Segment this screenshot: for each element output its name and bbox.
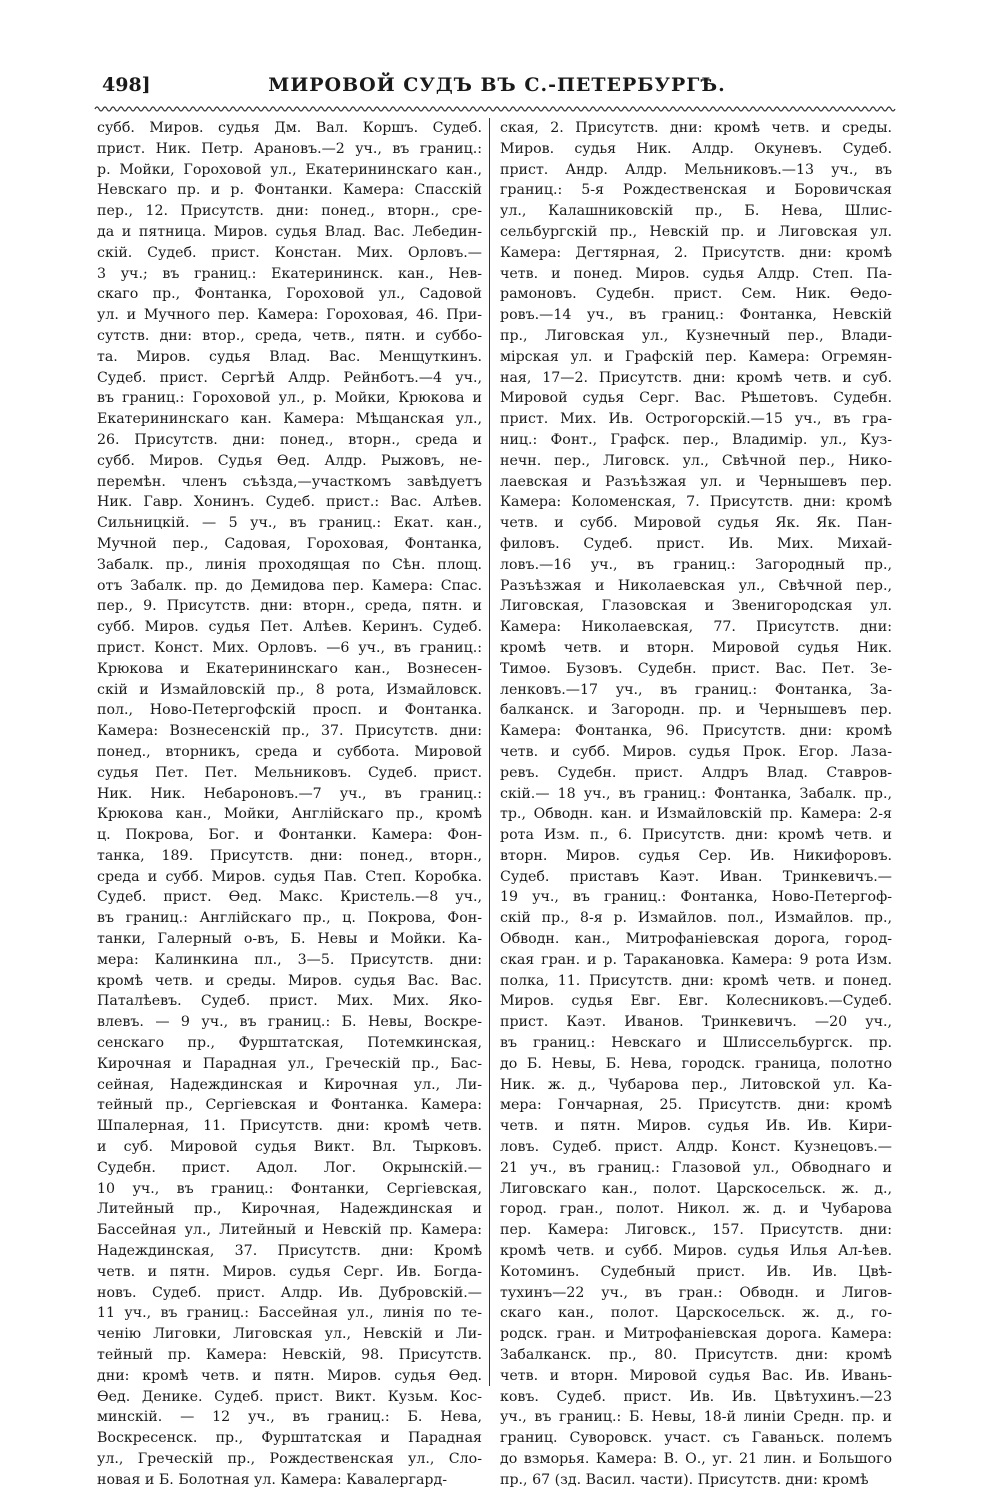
text-line: Паталѣевъ. Судеб. прист. Мих. Мих. Яко- <box>97 993 482 1010</box>
text-line: та. Миров. судья Влад. Вас. Менщуткинъ. <box>97 348 482 365</box>
text-line: тухинъ—22 уч., въ гран.: Обводн. и Лигов- <box>500 1284 892 1301</box>
text-line: ул. и Мучного пер. Камера: Гороховая, 46. При- <box>97 307 482 324</box>
text-line: Судебн. прист. Адол. Лог. Окрынскій.— <box>97 1159 482 1176</box>
text-line: Судеб. прист. Сергѣй Алдр. Рейнботъ.—4 уч., <box>97 369 482 386</box>
text-line: скаго пр., Фонтанка, Гороховой ул., Садовой <box>97 286 482 303</box>
text-line: 19 уч., въ границ.: Фонтанка, Ново-Петергоф- <box>500 889 892 906</box>
text-line: сутств. дни: втор., среда, четв., пятн. и суббо- <box>97 327 482 344</box>
text-line: минскій. — 12 уч., въ границ.: Б. Нева, <box>97 1409 482 1426</box>
text-line: скій пр., 8-я р. Измайлов. пол., Измайлов. пр., <box>500 910 892 927</box>
text-line: ровъ.—14 уч., въ границ.: Фонтанка, Невскій <box>500 307 892 324</box>
text-line: Воскресенск. пр., Фурштатская и Парадная <box>97 1430 482 1447</box>
text-line: р. Мойки, Гороховой ул., Екатерининскаго кан., <box>97 161 482 178</box>
text-line: новая и Б. Болотная ул. Камера: Кавалергард- <box>97 1471 448 1488</box>
text-line: въ границ.: Англійскаго пр., ц. Покрова, Фон- <box>97 910 482 927</box>
text-line: четв. и вторн. Мировой судья Вас. Ив. Ивань- <box>500 1367 892 1384</box>
text-line: Крюкова и Екатерининскаго кан., Вознесен- <box>97 660 482 677</box>
text-line: судья Пет. Пет. Мельниковъ. Судеб. прист. <box>97 764 482 781</box>
text-line: рамоновъ. Судебн. прист. Сем. Ник. Ѳедо- <box>500 286 892 303</box>
text-line: Судеб. прист. Ѳед. Макс. Кристель.—8 уч., <box>97 889 482 906</box>
text-line: четв. и пятн. Миров. судья Ив. Ив. Кири- <box>500 1118 892 1135</box>
text-line: Лиговскаго кан., полот. Царскосельск. ж. д., <box>500 1180 892 1197</box>
text-line: 11 уч., въ границ.: Бассейная ул., линія по те- <box>97 1305 482 1322</box>
text-line: ченію Лиговки, Лиговская ул., Невскій и Ли- <box>97 1326 482 1343</box>
text-line: мірская ул. и Графскій пер. Камера: Огремян- <box>500 348 892 365</box>
text-line: ул., Греческій пр., Рождественская ул., Сло- <box>97 1451 482 1467</box>
text-line: уч., въ границ.: Б. Невы, 18-й линіи Средн. пр. и <box>500 1409 892 1426</box>
text-line: Забалканск. пр., 80. Присутств. дни: кромѣ <box>500 1347 892 1364</box>
text-line: Камера: Дегтярная, 2. Присутств. дни: кромѣ <box>500 244 892 261</box>
text-line: субб. Миров. судья Пет. Алѣев. Керинъ. Судеб. <box>97 619 482 636</box>
text-line: прист. Андр. Алдр. Мельниковъ.—13 уч., въ <box>500 161 892 178</box>
text-line: сенскаго пр., Фурштатская, Потемкинская, <box>97 1035 482 1052</box>
text-line: Кирочная и Парадная ул., Греческій пр., Бас- <box>97 1055 482 1072</box>
text-line: мера: Гончарная, 25. Присутств. дни: кромѣ <box>500 1097 892 1114</box>
text-line: тейный пр. Камера: Невскій, 98. Присутств. <box>97 1347 482 1364</box>
text-line: Надеждинская, 37. Присутств. дни: Кромѣ <box>97 1243 482 1260</box>
text-line: отъ Забалк. пр. до Демидова пер. Камера: Спас. <box>97 577 482 594</box>
text-line: рота Изм. п., 6. Присутств. дни: кромѣ четв. и <box>500 827 892 844</box>
text-line: прист. Каэт. Иванов. Тринкевичъ. —20 уч., <box>500 1014 892 1031</box>
text-line: Екатерининскаго кан. Камера: Мѣщанская ул., <box>97 411 482 428</box>
text-line: да и пятница. Миров. судья Влад. Вас. Лебедин- <box>97 223 482 240</box>
text-line: прист. Конст. Мих. Орловъ. —6 уч., въ границ.: <box>97 639 482 656</box>
text-line: Ник. Ник. Небароновъ.—7 уч., въ границ.: <box>97 785 482 802</box>
text-line: прист. Ник. Петр. Арановъ.—2 уч., въ границ.: <box>97 140 482 157</box>
text-line: пол., Ново-Петергофскій просп. и Фонтанка. <box>97 702 482 719</box>
text-line: тр., Обводн. кан. и Измайловскій пр. Камера: 2-я <box>500 806 892 823</box>
running-title: МИРОВОЙ СУДЪ ВЪ С.-ПЕТЕРБУРГѢ. <box>268 74 726 96</box>
text-line: пер., 12. Присутств. дни: понед., вторн., сре- <box>97 203 482 220</box>
text-line: кромѣ четв. и субб. Миров. судья Илья Ал-ѣев. <box>500 1243 892 1260</box>
text-line: Сильницкій. — 5 уч., въ границ.: Екат. кан., <box>97 515 482 532</box>
text-line: город. гран., полот. Никол. ж. д. и Чубарова <box>500 1201 892 1218</box>
text-line: ловъ.—16 уч., въ границ.: Загородный пр., <box>500 556 892 573</box>
text-line: и суб. Мировой судья Викт. Вл. Тырковъ. <box>97 1139 482 1156</box>
text-line: 21 уч., въ границ.: Глазовой ул., Обводнаго и <box>500 1159 892 1176</box>
text-line: Ник. Гавр. Хонинъ. Судеб. прист.: Вас. Алѣев. <box>97 494 482 511</box>
text-line: скій и Измайловскій пр., 8 рота, Измайловск. <box>97 681 482 698</box>
text-line: сельбургскій пр., Невскій пр. и Лиговская ул. <box>500 223 892 240</box>
text-line: перемѣн. членъ съѣзда,—участкомъ завѣдуетъ <box>97 473 482 490</box>
text-line: Котоминъ. Судебный прист. Ив. Ив. Цвѣ- <box>500 1263 892 1280</box>
text-line: родск. гран. и Митрофаніевская дорога. Камера: <box>500 1326 892 1343</box>
text-line: четв. и субб. Мировой судья Як. Як. Пан- <box>500 515 892 532</box>
text-line: границ. Суворовск. участ. съ Гаваньск. полемъ <box>500 1430 892 1447</box>
text-line: прист. Мих. Ив. Острогорскій.—15 уч., въ гра- <box>500 411 892 428</box>
text-line: въ границ.: Невскаго и Шлиссельбургск. пр. <box>500 1035 892 1052</box>
text-line: Мучной пер., Садовая, Гороховая, Фонтанка, <box>97 535 482 552</box>
text-line: Камера: Вознесенскій пр., 37. Присутств. дни: <box>97 723 482 740</box>
text-line: Ник. ж. д., Чубарова пер., Литовской ул. Ка- <box>500 1076 892 1093</box>
text-line: кромѣ четв. и среды. Миров. судья Вас. Вас. <box>97 972 482 989</box>
text-line: пр., 67 (зд. Васил. части). Присутств. дни: кромѣ <box>500 1471 869 1488</box>
text-line: скій.— 18 уч., въ границ.: Фонтанка, Забалк. пр., <box>500 785 892 802</box>
text-line: Невскаго пр. и р. Фонтанки. Камера: Спасскій <box>97 182 482 199</box>
text-line: 10 уч., въ границ.: Фонтанки, Сергіевская, <box>97 1180 482 1197</box>
text-line: дни: кромѣ четв. и пятн. Миров. судья Ѳед. <box>97 1367 482 1384</box>
text-line: въ границ.: Гороховой ул., р. Мойки, Крюкова и <box>97 390 482 407</box>
text-line: Тимоѳ. Бузовъ. Судебн. прист. Вас. Пет. Зе- <box>500 660 892 677</box>
text-line: ловъ. Судеб. прист. Алдр. Конст. Кузнецовъ.— <box>500 1139 892 1156</box>
text-line: тейный пр., Сергіевская и Фонтанка. Камера: <box>97 1097 482 1114</box>
text-line: Камера: Коломенская, 7. Присутств. дни: кромѣ <box>500 494 892 511</box>
column-divider <box>489 118 490 1386</box>
text-line: лаевская и Разъѣзжая ул. и Чернышевъ пер. <box>500 473 892 490</box>
text-line: ул., Калашниковскій пр., Б. Нева, Шлис- <box>500 203 892 220</box>
text-line: вторн. Миров. судья Сер. Ив. Никифоровъ. <box>500 847 892 864</box>
text-line: филовъ. Судеб. прист. Ив. Мих. Михай- <box>500 535 892 552</box>
text-line: ц. Покрова, Бог. и Фонтанки. Камера: Фон- <box>97 827 482 844</box>
text-line: Ѳед. Деникe. Судеб. прист. Викт. Кузьм. Кос- <box>97 1388 482 1405</box>
text-line: четв. и пятн. Миров. судья Серг. Ив. Богда- <box>97 1263 482 1280</box>
text-line: скій. Судеб. прист. Констан. Мих. Орловъ.— <box>97 244 482 261</box>
text-line: Судеб. приставъ Каэт. Иван. Тринкевичъ.— <box>500 868 892 885</box>
text-line: танка, 189. Присутств. дни: понед., вторн., <box>97 847 482 864</box>
text-line: скаго кан., полот. Царскосельск. ж. д., го- <box>500 1305 892 1322</box>
text-line: Мировой судья Серг. Вас. Рѣшетовъ. Судебн. <box>500 390 892 407</box>
text-line: кромѣ четв. и вторн. Мировой судья Ник. <box>500 639 892 656</box>
text-line: ская, 2. Присутств. дни: кромѣ четв. и среды. <box>500 120 892 136</box>
text-line: ревъ. Судебн. прист. Алдръ Влад. Ставров- <box>500 764 892 781</box>
text-line: пер., 9. Присутств. дни: вторн., среда, пятн. и <box>97 598 482 615</box>
text-line: Обводн. кан., Митрофаніевская дорога, город- <box>500 931 892 948</box>
text-line: влевъ. — 9 уч., въ границ.: Б. Невы, Воскре- <box>97 1014 482 1031</box>
text-line: ковъ. Судеб. прист. Ив. Ив. Цвѣтухинъ.—23 <box>500 1388 892 1405</box>
text-line: Литейный пр., Кирочная, Надеждинская и <box>97 1201 482 1218</box>
text-line: ская гран. и р. Таракановка. Камера: 9 рота Изм. <box>500 951 892 968</box>
text-line: новъ. Судеб. прист. Алдр. Ив. Дубровскій.— <box>97 1284 482 1301</box>
left-column <box>97 118 482 1488</box>
text-line: Камера: Фонтанка, 96. Присутств. дни: кромѣ <box>500 723 892 740</box>
text-line: среда и субб. Миров. судья Пав. Степ. Коробка. <box>97 868 482 885</box>
text-line: пер. Камера: Лиговск., 157. Присутств. дни: <box>500 1222 892 1239</box>
page-number: 498] <box>102 74 151 96</box>
text-line: до Б. Невы, Б. Нева, городск. граница, полотно <box>500 1055 892 1072</box>
text-line: нечн. пер., Лиговск. ул., Свѣчной пер., Нико- <box>500 452 892 469</box>
text-line: Бассейная ул., Литейный и Невскій пр. Камера: <box>97 1222 482 1239</box>
text-line: Шпалерная, 11. Присутств. дни: кромѣ четв. <box>97 1118 482 1135</box>
text-line: границ.: 5-я Рождественская и Боровичская <box>500 182 892 199</box>
text-line: 26. Присутств. дни: понед., вторн., среда и <box>97 431 482 448</box>
text-line: до взморья. Камера: В. О., уг. 21 лин. и Большого <box>500 1451 892 1467</box>
text-line: ная, 17—2. Присутств. дни: кромѣ четв. и суб. <box>500 369 892 386</box>
text-line: Камера: Николаевская, 77. Присутств. дни: <box>500 619 892 636</box>
wavy-rule <box>95 104 895 114</box>
text-line: Миров. судья Ник. Алдр. Окуневъ. Судеб. <box>500 140 892 157</box>
text-line: четв. и субб. Миров. судья Прок. Егор. Лаза- <box>500 743 892 760</box>
text-line: полка, 11. Присутств. дни: кромѣ четв. и понед. <box>500 972 892 989</box>
text-line: субб. Миров. судья Дм. Вал. Коршъ. Судеб. <box>97 120 482 136</box>
text-line: пр., Лиговская ул., Кузнечный пер., Влади- <box>500 327 892 344</box>
text-line: мера: Калинкина пл., 3—5. Присутств. дни: <box>97 951 482 968</box>
text-line: 3 уч.; въ границ.: Екатерининск. кан., Нев- <box>97 265 482 282</box>
text-line: Забалк. пр., линія проходящая по Сѣн. площ. <box>97 556 482 573</box>
text-line: ленковъ.—17 уч., въ границ.: Фонтанка, За- <box>500 681 892 698</box>
text-line: сейная, Надеждинская и Кирочная ул., Ли- <box>97 1076 482 1093</box>
text-line: понед., вторникъ, среда и суббота. Мировой <box>97 743 482 760</box>
text-line: субб. Миров. Судья Ѳед. Алдр. Рыжовъ, не- <box>97 452 482 469</box>
text-line: танки, Галерный о-въ, Б. Невы и Мойки. Ка- <box>97 931 482 948</box>
text-line: четв. и понед. Миров. судья Алдр. Степ. Па- <box>500 265 892 282</box>
text-line: балканск. и Загородн. пр. и Чернышевъ пер. <box>500 702 892 719</box>
text-line: Разъѣзжая и Николаевская ул., Свѣчной пер., <box>500 577 892 594</box>
text-line: Лиговская, Глазовская и Звенигородская ул. <box>500 598 892 615</box>
text-line: Крюкова кан., Мойки, Англійскаго пр., кромѣ <box>97 806 482 823</box>
text-line: Миров. судья Евг. Евг. Колесниковъ.—Судеб. <box>500 993 892 1010</box>
right-column <box>500 118 892 1488</box>
text-line: ниц.: Фонт., Графск. пер., Владимір. ул., Куз- <box>500 431 892 448</box>
